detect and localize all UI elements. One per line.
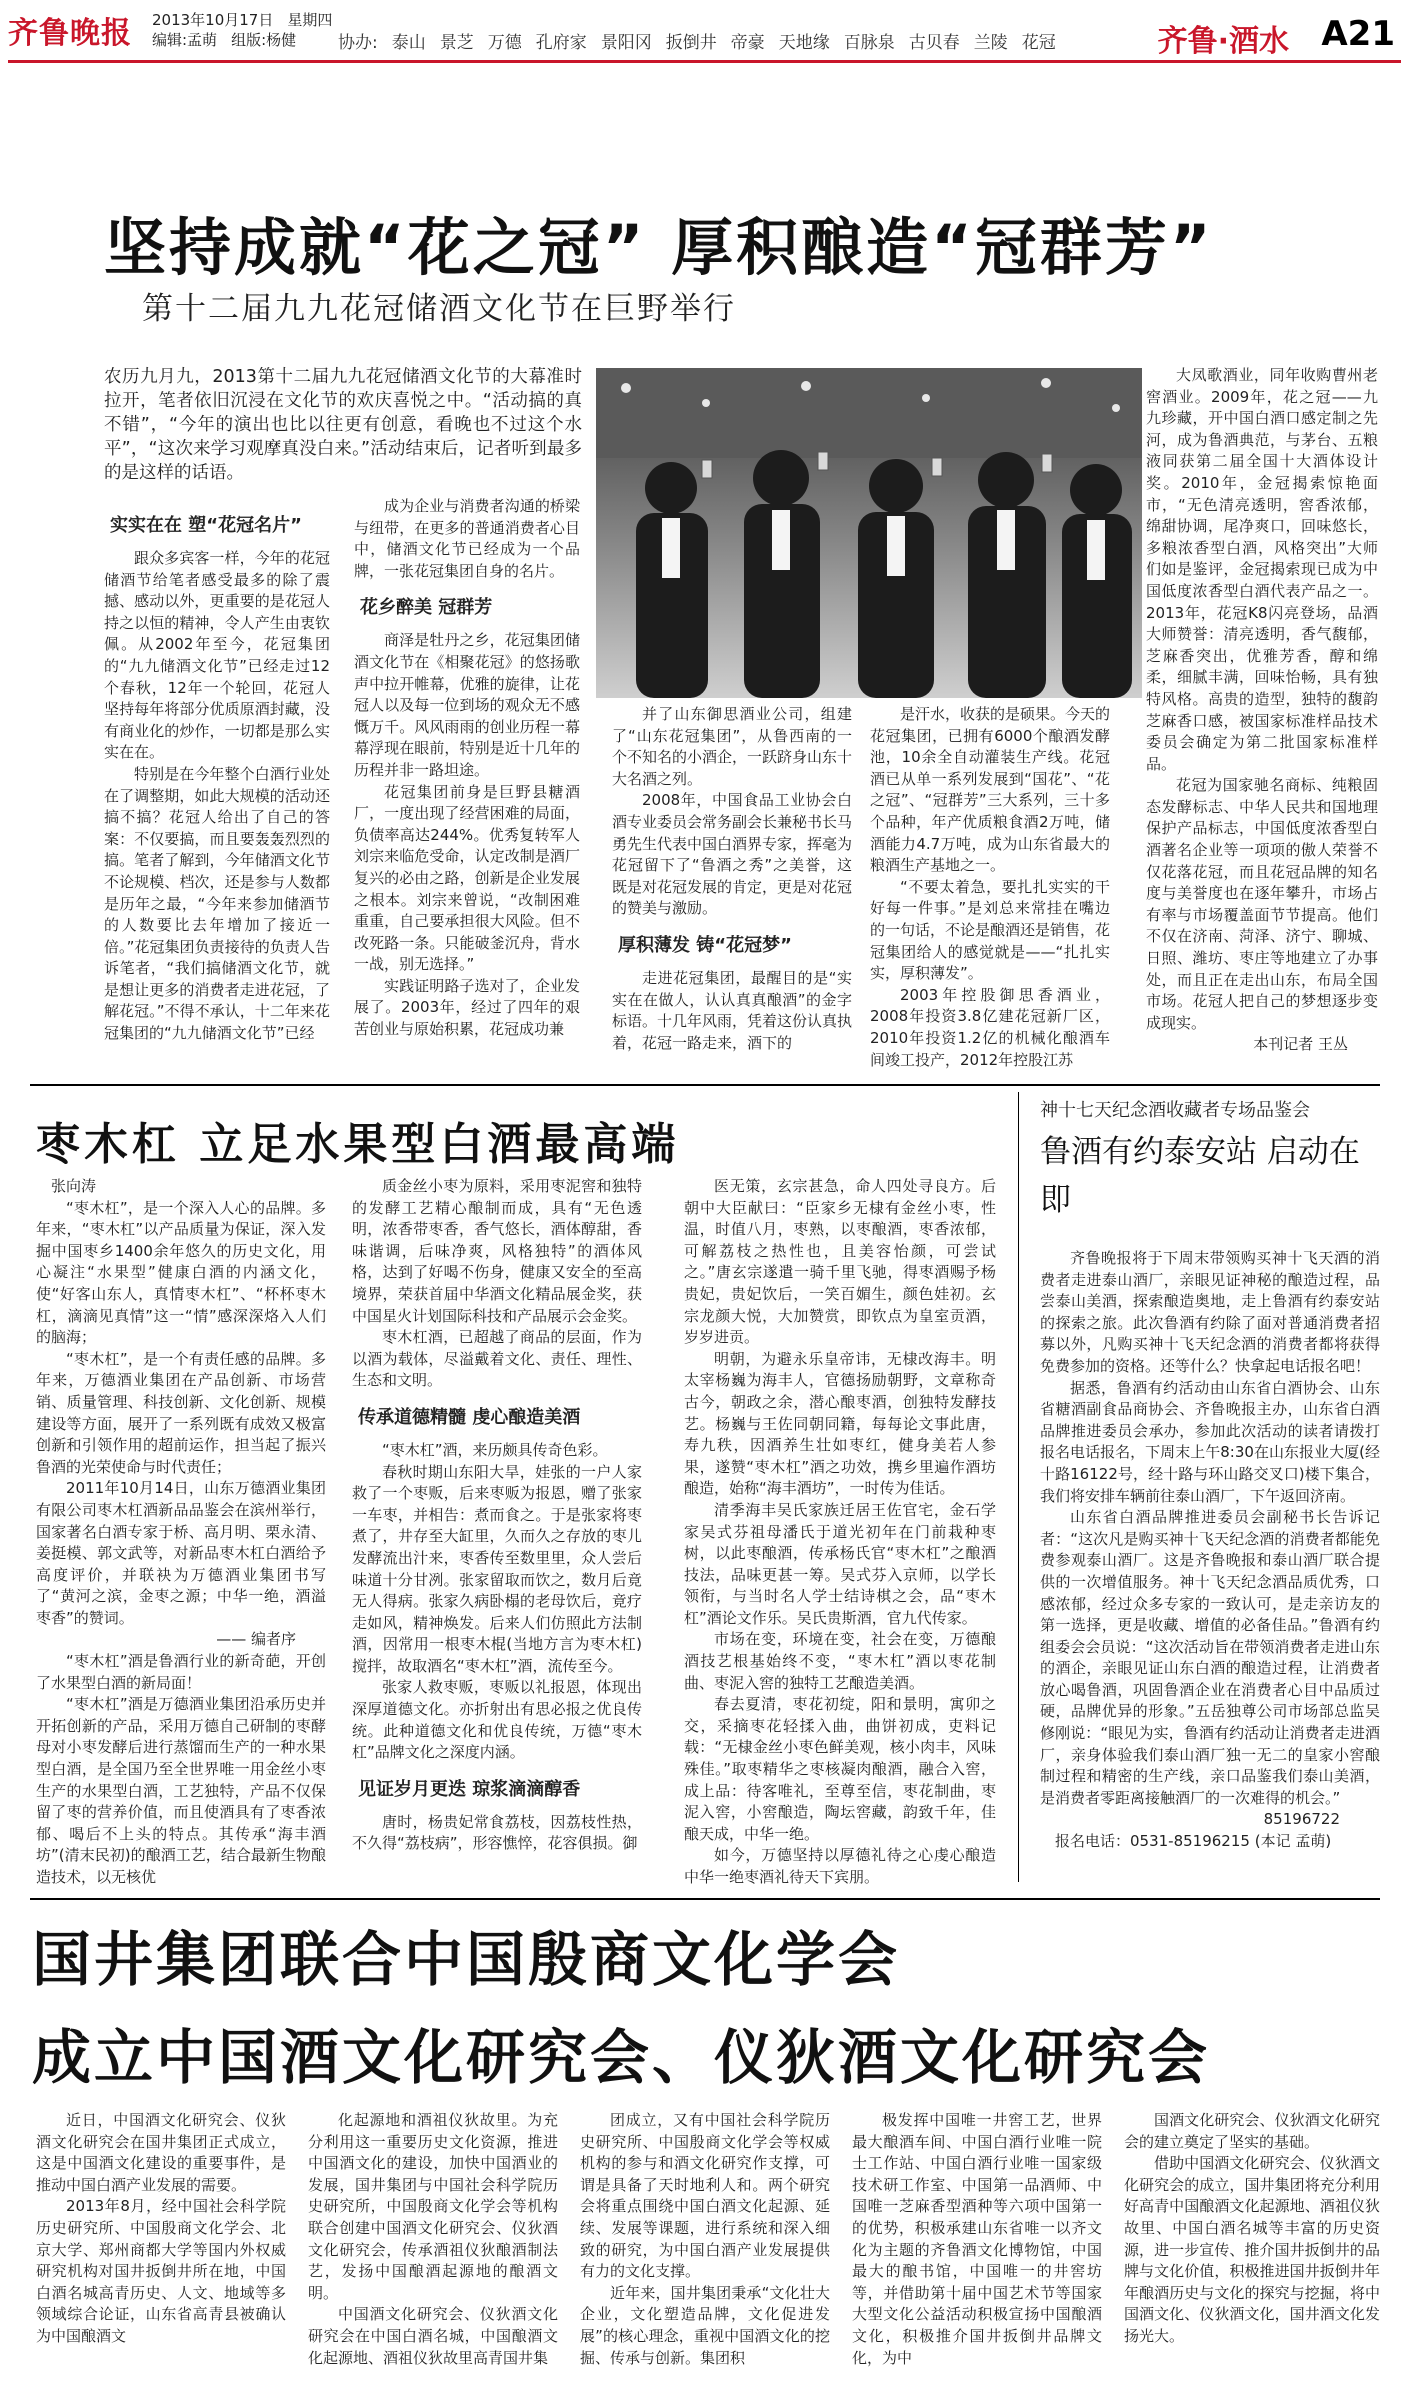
article2-paragraph: “枣木杠”，是一个深入人心的品牌。多年来，“枣木杠”以产品质量为保证，深入发掘中国枣乡1400余年悠久的历史文化，用心凝注“水果型”健康白酒的内涵文化，使“好客山东人，真情枣木杠”、“杯杯枣木杠，滴滴见真情”这一“情”感深深烙入人们的脑海；	[36, 1198, 326, 1347]
toast-photo-illustration	[596, 368, 1142, 698]
article2-headline: 枣木杠 立足水果型白酒最高端	[36, 1119, 680, 1170]
article2-paragraph: 唐时，杨贵妃常食荔枝，因荔枝性热，不久得“荔枝病”，形容憔悴，花容俱损。御	[352, 1812, 642, 1853]
article1-paragraph: 并了山东御思酒业公司，组建了“山东花冠集团”，从鲁西南的一个不知名的小酒企，一跃跻身山东十大名酒之列。	[612, 705, 853, 788]
article1-column-3	[612, 704, 852, 1056]
article4-paragraph: 化起源地和酒祖仪狄故里。为充分利用这一重要历史文化资源，推进中国酒文化的建设，加快中国酒业的发展，国井集团与中国社会科学院历史研究所，中国殷商文化学会等机构联合创建中国酒文化研究会、仪狄酒文化研究会，传承酒祖仪狄酿酒制法艺，发扬中国酿酒起源地的酿酒文明。	[308, 2111, 558, 2302]
article1-paragraph: 花冠集团前身是巨野县糖酒厂，一度出现了经营困难的局面，负债率高达244%。优秀复转军人刘宗来临危受命，认定改制是酒厂复兴的必由之路，创新是企业发展之根本。刘宗来曾说，“改制困难重重，自己要承担很大风险。但不改死路一条。只能破釜沉舟，背水一战，别无选择。”	[354, 782, 580, 974]
article1-paragraph: 走进花冠集团，最醒目的是“实实在在做人，认认真真酿酒”的金字标语。十几年风雨，凭着这份认真执着，花冠一路走来，酒下的	[612, 968, 853, 1052]
article1-subhead-3: 厚积薄发 铸“花冠梦”	[618, 934, 792, 956]
article1-subhead-1: 实实在在 塑“花冠名片”	[110, 515, 302, 536]
article2-paragraph: 清季海丰吴氏家族迁居王佐官宅，金石学家吴式芬祖母潘氏于道光初年在门前栽种枣树，以此枣酿酒，传承杨氏官“枣木杠”之酿酒技法，品味更甚一筹。吴式芬入京师，以学长领衔，与当时名人学士结诗棋之会，品“枣木杠”酒论文作乐。吴氏贵斯酒，官九代传家。	[684, 1500, 996, 1627]
article2-subhead-2: 见证岁月更迭 琼浆滴滴醇香	[358, 1778, 581, 1800]
article2-paragraph: 2011年10月14日，山东万德酒业集团有限公司枣木杠酒新品品鉴会在滨州举行，国家著名白酒专家于桥、高月明、栗永清、姜挺模、郭文武等，对新品枣木杠白酒给予高度评价，并联袂为万德酒业集团书写了“黄河之滨，金枣之源；中华一绝，酒溢枣香”的赞词。	[36, 1479, 326, 1627]
article4-headline-line1: 国井集团联合中国殷商文化学会	[32, 1925, 901, 1994]
article3-headline: 鲁酒有约泰安站 启动在即	[1040, 1134, 1360, 1218]
article1-column-4	[870, 704, 1111, 1069]
article4-paragraph: 2013年8月，经中国社会科学院历史研究所、中国殷商文化学会、北京大学、郑州商都大学等国内外权威研究机构对国井扳倒井所在地，中国白酒名城高青历史、人文、地域等多领域综合论证，山东省高青县被确认为中国酿酒文	[36, 2197, 286, 2345]
issue-date: 2013年10月17日	[152, 11, 274, 29]
article1-paragraph: 特别是在今年整个白酒行业处在了调整期，如此大规模的活动还搞不搞？花冠人给出了自己的答案：不仅要搞，而且要轰轰烈烈的搞。笔者了解到，今年储酒文化节不论规模、档次，还是参与人数都是历年之最，“今年来参加储酒节的人数要比去年增加了接近一倍。”花冠集团负责接待的负责人告诉笔者，“我们搞储酒文化节，就是想让更多的消费者走进花冠，了解花冠。”不得不承认，十二年来花冠集团的“九九储酒文化节”已经	[104, 764, 330, 1043]
article2-paragraph: 质金丝小枣为原料，采用枣泥窖和独特的发酵工艺精心酿制而成，具有“无色透明，浓香带枣香，香气悠长，酒体醇甜，香味谐调，后味净爽，风格独特”的酒体风格，达到了好喝不伤身，健康又安全的至高境界，荣获首届中华酒文化精品展金奖，获中国星火计划国际科技和产品展示会金奖。	[352, 1177, 642, 1325]
article3-paragraph: 齐鲁晚报将于下周末带领购买神十飞天酒的消费者走进泰山酒厂，亲眼见证神秘的酿造过程，品尝泰山美酒，探索酿造奥地，走上鲁酒有约泰安站的探索之旅。此次鲁酒有约除了面对普通消费者招募以外，凡购买神十飞天纪念酒的消费者都将获得免费参加的资格。还等什么？快拿起电话报名吧！	[1040, 1249, 1380, 1375]
sponsor-item: 景芝	[439, 33, 474, 53]
sponsor-item: 兰陵	[973, 33, 1008, 53]
article1-column-1	[104, 500, 330, 1060]
article4-paragraph: 团成立，又有中国社会科学院历史研究所、中国殷商文化学会等权威机构的参与和酒文化研究作支撑，可谓是具备了天时地利人和。两个研究会将重点围绕中国白酒文化起源、延续、发展等课题，进行系统和深入细致的研究，为中国白酒产业发展提供有力的文化支撑。	[580, 2111, 830, 2281]
section-divider	[30, 1898, 1380, 1900]
article2-editor-note: —— 编者序	[216, 1630, 296, 1649]
sponsor-list	[338, 28, 1056, 53]
sponsor-item: 孔府家	[535, 33, 587, 53]
sponsor-item: 古贝春	[908, 33, 960, 53]
section-divider	[30, 1084, 1380, 1086]
article2-paragraph: 明朝，为避永乐皇帝讳，无棣改海丰。明太宰杨巍为海丰人，官德扬励朝野，文章称奇古今，朝政之余，潜心酿枣酒，创独特发酵技艺。杨巍与王佐同朝同籍，每每论文事此唐，寿九秩，因酒养生壮如枣红，健身美若人参果，遂赞“枣木杠”酒之功效，携乡里遍作酒坊酿造，始称“海丰酒坊”，一时传为佳话。	[684, 1349, 996, 1498]
article2-paragraph: 如今，万德坚持以厚德礼待之心虔心酿造中华一绝枣酒礼待天下宾朋。	[684, 1846, 996, 1886]
article2-column-3	[684, 1176, 996, 1886]
article1-paragraph: 是汗水，收获的是硕果。今天的花冠集团，已拥有6000个酿酒发酵池，10余全自动灌装生产线。花冠酒已从单一系列发展到“国花”、“花之冠”、“冠群芳”三大系列，三十多个品种，年产优质粮食酒2万吨，储酒能力4.7万吨，成为山东省最大的粮酒生产基地之一。	[870, 705, 1111, 875]
article4-column-5	[1124, 2110, 1380, 2378]
sponsor-item: 泰山	[391, 33, 426, 53]
article1-headline: 坚持成就“花之冠” 厚积酿造“冠群芳”	[104, 211, 1214, 284]
article4-paragraph: 极发挥中国唯一井窖工艺，世界最大酿酒车间、中国白酒行业唯一院士工作站、中国白酒行业唯一国家级技术研工作室、中国第一品酒师、中国唯一芝麻香型酒种等六项中国第一的优势，积极承建山东省唯一以齐文化为主题的齐鲁酒文化博物馆，中国最大的酿书馆，中国唯一的井窖坊等，并借助第十届中国艺术节等国家大型文化公益活动积极宣扬中国酿酒文化，积极推介国井扳倒井品牌文化，为中	[852, 2111, 1102, 2367]
article4-column-3	[580, 2110, 830, 2378]
article1-column-5	[1146, 365, 1378, 1055]
article4-column-1	[36, 2110, 286, 2378]
article3-phone-1: 85196722	[1263, 1810, 1340, 1829]
article2-paragraph: “枣木杠”，是一个有责任感的品牌。多年来，万德酒业集团在产品创新、市场营销、质量管理、科技创新、文化创新、规模建设等方面，展开了一系列既有成效又极富创新和引领作用的超前运作，担当起了振兴鲁酒的光荣使命与时代责任；	[36, 1349, 326, 1476]
sponsor-item: 景阳冈	[600, 33, 652, 53]
article2-paragraph: “枣木杠”酒是鲁酒行业的新奇葩，开创了水果型白酒的新局面！	[36, 1652, 326, 1692]
article2-paragraph: 枣木杠酒，已超越了商品的层面，作为以酒为载体，尽溢戴着文化、责任、理性、生态和文明。	[352, 1328, 642, 1390]
article1-subhead-2: 花乡醉美 冠群芳	[360, 597, 493, 619]
article4-column-2	[308, 2110, 558, 2378]
article1-lead: 农历九月九，2013第十二届九九花冠储酒文化节的大幕准时拉开，笔者依旧沉浸在文化节的欢庆喜悦之中。“活动搞的真不错”，“今年的演出也比以往更有创意，看晚也不过这个水平”，“这次来学习观摩真没白来。”活动结束后，记者听到最多的是这样的话语。	[104, 367, 582, 483]
article1-paragraph: 2003年控股御思香酒业，2008年投资3.8亿建花冠新厂区，2010年投资1.2亿的机械化酿酒车间竣工投产，2012年控股江苏	[870, 985, 1110, 1069]
article3-kicker: 神十七天纪念酒收藏者专场品鉴会	[1040, 1100, 1310, 1121]
article3-byline: (本记 孟萌)	[1254, 1832, 1332, 1851]
sponsor-label: 协办:	[338, 33, 378, 53]
article4-paragraph: 近年来，国井集团秉承“文化壮大企业，文化塑造品牌，文化促进发展”的核心理念，重视中国酒文化的挖掘、传承与创新。集团积	[580, 2283, 830, 2367]
masthead	[0, 0, 1409, 64]
article4-paragraph: 国酒文化研究会、仪狄酒文化研究会的建立奠定了坚实的基础。	[1124, 2111, 1380, 2151]
sponsor-item: 万德	[487, 33, 522, 53]
article2-paragraph: 春秋时期山东阳大旱，娃张的一户人家救了一个枣贩，后来枣贩为报恩，赠了张家一车枣，并相告：煮而食之。于是张家将枣煮了，井存至大缸里，久而久之存放的枣儿发酵流出汁来，枣香传至数里里，众人尝后味道十分甘冽。张家留取而饮之，数月后竟无人得病。张家久病卧榻的老母饮后，竟疗走如风，精神焕发。后来人们仿照此方法制酒，因常用一根枣木棍(当地方言为枣木杠)搅拌，故取酒名“枣木杠”酒，流传至今。	[352, 1462, 642, 1675]
sponsor-item: 花冠	[1021, 33, 1056, 53]
article1-column-2	[354, 496, 580, 1056]
sponsor-item: 百脉泉	[843, 33, 895, 53]
article3-body	[1040, 1248, 1380, 1884]
article1-paragraph: 花冠为国家驰名商标、纯粮固态发酵标志、中华人民共和国地理保护产品标志，中国低度浓香型白酒著名企业等一项项的傲人荣誉不仅花落花冠，而且花冠品牌的知名度与美誉度也在逐年攀升，市场占有率与市场覆盖面节节提高。他们不仅在济南、菏泽、济宁、聊城、日照、潍坊、枣庄等地建立了办事处，而且正在走出山东，布局全国市场。花冠人把自己的梦想逐步变成现实。	[1146, 776, 1378, 1032]
article2-paragraph: “枣木杠”酒是万德酒业集团沿承历史并开拓创新的产品，采用万德自己研制的枣酵母对小枣发酵后进行蒸馏而生产的一种水果型白酒，是全国乃至全世界唯一用金丝小枣生产的水果型白酒，工艺独特，产品不仅保留了枣的营养价值，而且使酒具有了枣香浓郁、喝后不上头的特点。其传承“海丰酒坊”(清末民初)的酿酒工艺，结合最新生物酿造技术，以无核优	[36, 1695, 326, 1886]
article3-paragraph: 山东省白酒品牌推进委员会副秘书长告诉记者：“这次凡是购买神十飞天纪念酒的消费者都能免费参观泰山酒厂。这是齐鲁晚报和泰山酒厂联合提供的一次增值服务。神十飞天纪念酒品质优秀，口感浓郁，经过众多专家的一致认可，是走亲访友的第一选择，更是收藏、增值的必备佳品。”鲁酒有约组委会会员说：“这次活动旨在带领消费者走进山东的酒企，亲眼见证山东白酒的酿造过程，让消费者放心喝鲁酒，巩固鲁酒企业在消费者心目中品质过硬，品牌优异的形象。”五岳独尊公司市场部总监吴修刚说：“眼见为实，鲁酒有约活动让消费者走进酒厂，亲身体验我们泰山酒厂独一无二的皇家小窖酿制过程和精密的生产线，亲口品鉴我们泰山美酒，是消费者零距离接触酒厂的一次难得的机会。”	[1040, 1508, 1380, 1807]
article3-phone-2	[1040, 1831, 1380, 1853]
article4-paragraph: 中国酒文化研究会、仪狄酒文化研究会在中国白酒名城，中国酿酒文化起源地、酒祖仪狄故里高青国井集	[308, 2305, 558, 2367]
article1-paragraph: 实践证明路子选对了，企业发展了。2003年，经过了四年的艰苦创业与原始积累，花冠成功兼	[354, 976, 580, 1039]
sponsor-item: 天地缘	[778, 33, 830, 53]
article2-column-1	[36, 1176, 326, 1886]
article2-paragraph: 春去夏清，枣花初绽，阳和景明，寓卯之交，采摘枣花轻揉入曲，曲饼初成，吏料记载：“无棣金丝小枣色鲜美观，核小肉丰，风味殊佳。”取枣精华之枣核凝肉酿酒，融合入窖，成上品：待客唯礼，至尊至信，枣花制曲，枣泥入窖，小窖酿造，陶坛窖藏，韵致千年，佳酿天成，中华一绝。	[684, 1695, 996, 1843]
article3-paragraph: 据悉，鲁酒有约活动由山东省白酒协会、山东省糖酒副食品商协会、齐鲁晚报主办，山东省白酒品牌推进委员会承办，参加此次活动的读者请拨打报名电话报名，下周末上午8:30在山东报业大厦(经十路16122号，经十路与环山路交叉口)楼下集合，我们将安排车辆前往泰山酒厂，下午返回济南。	[1040, 1378, 1380, 1505]
article1-subheadline: 第十二届九九花冠储酒文化节在巨野举行	[142, 291, 736, 327]
article2-column-2	[352, 1176, 642, 1882]
layout-credit: 组版:杨健	[231, 31, 297, 49]
column-divider	[1018, 1092, 1019, 1882]
masthead-rule	[8, 60, 1401, 63]
article1-paragraph: 2008年，中国食品工业协会白酒专业委员会常务副会长兼秘书长马勇先生代表中国白酒界专家，挥毫为花冠留下了“鲁酒之秀”之美誉，这既是对花冠发展的肯定，更是对花冠的赞美与激励。	[612, 791, 853, 918]
article2-author: 张向涛	[51, 1177, 97, 1195]
article4-paragraph: 近日，中国酒文化研究会、仪狄酒文化研究会在国井集团正式成立，这是中国酒文化建设的重要事件，是推动中国白酒产业发展的需要。	[36, 2111, 286, 2194]
ceremony-photo	[596, 368, 1142, 698]
issue-weekday: 星期四	[287, 11, 333, 29]
article2-paragraph: 市场在变，环境在变，社会在变，万德酿酒技艺根基始终不变，“枣木杠”酒以枣花制曲、枣泥入窖的独特工艺酿造美酒。	[684, 1630, 996, 1692]
article2-subhead-1: 传承道德精髓 虔心酿造美酒	[358, 1406, 581, 1428]
newspaper-logo: 齐鲁晚报	[8, 16, 132, 51]
article1-paragraph: 大凤歌酒业，同年收购曹州老窖酒业。2009年，花之冠——九九珍藏，开中国白酒口感定制之先河，成为鲁酒典范，与茅台、五粮液同获第二届全国十大酒体设计奖。2010年，金冠揭索惊艳面市，“无色清亮透明，窖香浓郁，绵甜协调，尾净爽口，回味悠长，多粮浓香型白酒，风格突出”大师们如是鉴评，金冠揭索现已成为中国低度浓香型白酒代表产品之一。2013年，花冠K8闪亮登场，品酒大师赞誉：清亮透明，香气馥郁，芝麻香突出，优雅芳香，醇和绵柔，细腻丰满，回味怡畅，具有独特风格。高贵的造型，独特的馥韵芝麻香口感，被国家标准样品技术委员会确定为第二批国家标准样品。	[1146, 366, 1378, 773]
sponsor-item: 帝豪	[730, 33, 765, 53]
article1-paragraph: 商泽是牡丹之乡，花冠集团储酒文化节在《相聚花冠》的悠扬歌声中拉开帷幕，优雅的旋律，让花冠人以及每一位到场的观众无不感慨万千。风风雨雨的创业历程一幕幕浮现在眼前，特别是近十几年的历程并非一路坦途。	[354, 631, 580, 779]
article1-paragraph: “不要太着急，要扎扎实实的干好每一件事。”是刘总来常挂在嘴边的一句话，不论是酿酒还是销售，花冠集团给人的感觉就是——“扎扎实实，厚积薄发”。	[870, 877, 1111, 983]
sponsor-item: 扳倒井	[665, 33, 717, 53]
article1-paragraph: 成为企业与消费者沟通的桥梁与纽带，在更多的普通消费者心目中，储酒文化节已经成为一个品牌，一张花冠集团自身的名片。	[354, 497, 580, 580]
section-title: 齐鲁·酒水	[1157, 24, 1289, 59]
page-number: A21	[1321, 14, 1395, 54]
editor-credit: 编辑:孟萌	[152, 31, 218, 49]
article4-paragraph: 借助中国酒文化研究会、仪狄酒文化研究会的成立，国井集团将充分利用好高青中国酿酒文化起源地、酒祖仪狄故里、中国白酒名城等丰富的历史资源，进一步宣传、推介国井扳倒井的品牌与文化价值，积极推进国井扳倒井年年酿酒历史与文化的探究与挖掘，将中国酒文化、仪狄酒文化，国井酒文化发扬光大。	[1124, 2154, 1380, 2345]
article1-paragraph: 跟众多宾客一样，今年的花冠储酒节给笔者感受最多的除了震撼、感动以外，更重要的是花冠人持之以恒的精神，令人产生由衷钦佩。从2002年至今，花冠集团的“九九储酒文化节”已经走过12个春秋，12年一个轮回，花冠人坚持每年将部分优质原酒封藏，没有商业化的炒作，一切都是那么实实在在。	[104, 549, 330, 762]
article4-column-4	[852, 2110, 1102, 2378]
article4-headline-line2: 成立中国酒文化研究会、仪狄酒文化研究会	[32, 2023, 1211, 2092]
article2-paragraph: “枣木杠”酒，来历颇具传奇色彩。	[382, 1440, 608, 1459]
article2-paragraph: 张家人救枣贩，枣贩以礼报恩，体现出深厚道德文化。亦折射出有思必报之优良传统。此种道德文化和优良传统，万德“枣木杠”品牌文化之深度内涵。	[352, 1678, 642, 1762]
dateline	[152, 10, 346, 50]
article1-byline: 本刊记者 王丛	[1253, 1035, 1348, 1054]
article3-phone-text: 报名电话：0531-85196215	[1055, 1832, 1250, 1851]
article2-paragraph: 医无策，玄宗甚急，命人四处寻良方。后朝中大臣献曰：“臣家乡无棣有金丝小枣，性温，时值八月，枣熟，以枣酿酒，枣香浓郁，可解荔枝之热性也，且美容怡颜，可尝试之。”唐玄宗遂遣一骑千里飞驰，得枣酒赐予杨贵妃，贵妃饮后，一笑百媚生，颜色娃初。玄宗龙颜大悦，大加赞赏，即钦点为皇室贡酒，岁岁进贡。	[684, 1177, 996, 1347]
